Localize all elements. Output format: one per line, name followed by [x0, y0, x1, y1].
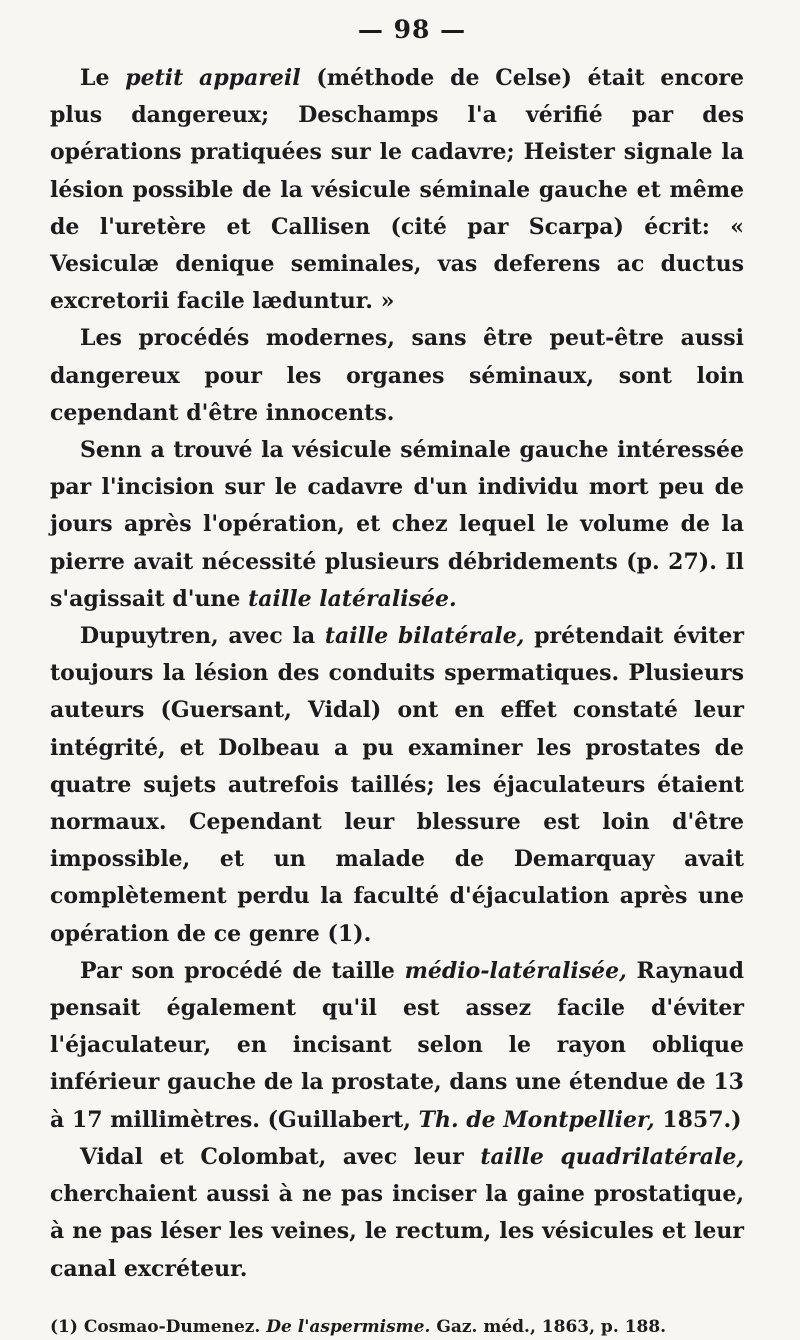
text-run: Par son procédé de taille [80, 957, 405, 984]
text-run: Raynaud pensait également qu'il est assez facile d'éviter l'éjaculateur, en incisant selon le rayon oblique inférieur gauche de la prostate, dans une étendue de 13 à 17 millimètres. (Guillabert, [50, 957, 744, 1133]
body-text [50, 60, 744, 1288]
text-run: Senn a trouvé la vésicule séminale gauche intéressée par l'incision sur le cadavre d'un individu mort peu de jours après l'opération, et chez lequel le volume de la pierre avait nécessité plusieurs débridements (p. 27). Il s'agissait d'une [50, 437, 744, 612]
footnote [50, 1314, 744, 1340]
paragraph [50, 320, 744, 432]
text-run: Dupuytren, avec la [80, 623, 325, 650]
text-run: 1857.) [654, 1106, 742, 1133]
page-number: — 98 — [357, 15, 467, 44]
paragraph [50, 618, 744, 953]
paragraph [50, 60, 744, 320]
text-run: Le [80, 65, 126, 91]
italic-run: petit appareil [125, 65, 301, 91]
italic-run: taille quadrilatérale, [480, 1143, 744, 1170]
footnote-marker: (1) [50, 1316, 78, 1337]
italic-run: taille bilatérale, [324, 623, 525, 650]
footnote-source: Gaz. méd., 1863, p. 188. [436, 1316, 667, 1337]
italic-run: médio-latéralisée, [404, 957, 627, 984]
italic-run: Th. de Montpellier, [418, 1106, 655, 1133]
paragraph [50, 432, 744, 618]
text-run: Vidal et Colombat, avec leur [80, 1143, 481, 1170]
text-run: (méthode de Celse) était encore plus dangereux; Deschamps l'a vérifié par des opérations pratiquées sur le cadavre; Heister signale la lésion possible de la vésicule séminale gauche et même de l'uretère et Callisen (cité par Scarpa) écrit: « Vesiculæ denique seminales, vas deferens ac ductus excretorii facile læduntur. » [50, 65, 744, 315]
text-run: Les procédés modernes, sans être peut-être aussi dangereux pour les organes séminaux, sont loin cependant d'être innocents. [50, 325, 744, 426]
text-run: cherchaient aussi à ne pas inciser la gaine prostatique, à ne pas léser les veines, le rectum, les vésicules et leur canal excréteur. [50, 1181, 744, 1282]
paragraph [50, 953, 744, 1139]
footnote-author: Cosmao-Dumenez. [83, 1316, 261, 1337]
paragraph [50, 1139, 744, 1288]
text-run: prétendait éviter toujours la lésion des conduits spermatiques. Plusieurs auteurs (Guersant, Vidal) ont en effet constaté leur intégrité, et Dolbeau a pu examiner les prostates de quatre sujets autrefois taillés; les éjaculateurs étaient normaux. Cependant leur blessure est loin d'être impossible, et un malade de Demarquay avait complètement perdu la faculté d'éjaculation après une opération de ce genre (1). [50, 623, 744, 947]
italic-run: taille latéralisée. [248, 585, 457, 612]
footnote-title: De l'aspermisme. [266, 1316, 431, 1337]
